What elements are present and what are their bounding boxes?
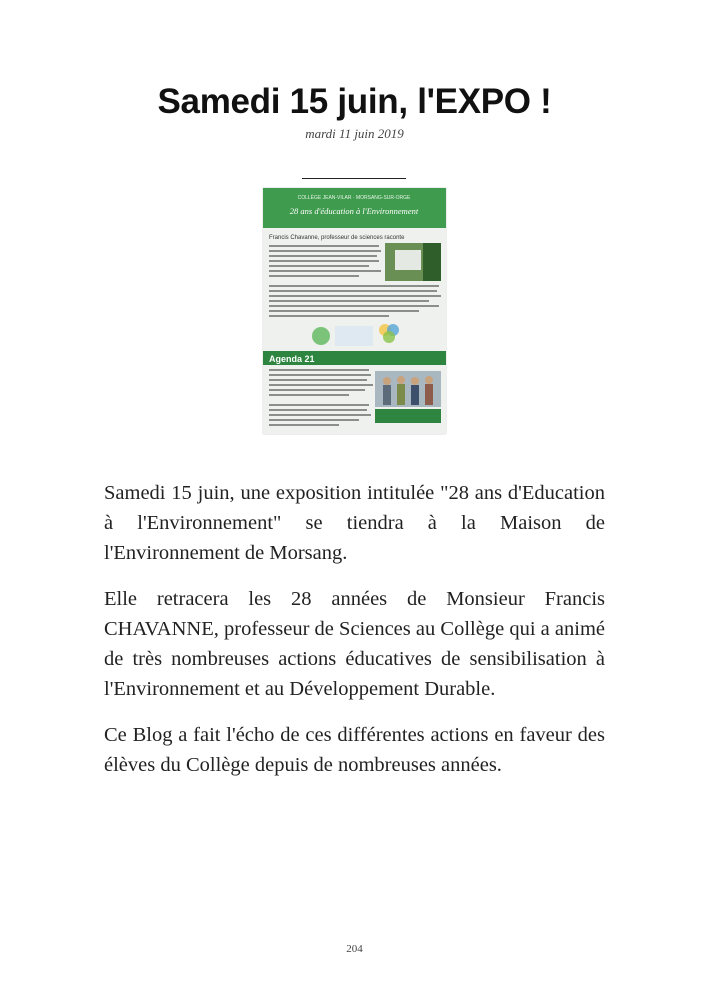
poster-header-title: 28 ans d'éducation à l'Environnement <box>289 206 419 216</box>
poster-text-block-1 <box>269 245 381 277</box>
exhibition-poster-photo <box>263 188 446 434</box>
poster-photo-caption <box>375 409 441 423</box>
poster-header-small: COLLÈGE JEAN-VILAR · MORSANG-SUR-ORGE <box>297 195 411 201</box>
page-number: 204 <box>346 943 363 955</box>
post-date: mardi 11 juin 2019 <box>305 126 404 141</box>
poster-logo-label <box>335 326 373 346</box>
page-title: Samedi 15 juin, l'EXPO ! <box>157 82 552 121</box>
article-body <box>104 478 605 796</box>
poster-logo-earth <box>312 327 330 345</box>
poster-section-title: Agenda 21 <box>269 354 315 364</box>
title-divider <box>302 178 406 179</box>
paragraph-2: Elle retracera les 28 années de Monsieur Francis CHAVANNE, professeur de Sciences au Collège qui a animé de très nombreuses actions éducatives de sensibilisation à l'Environnement et au Développement Durable. <box>104 588 605 700</box>
poster-subtitle: Francis Chavanne, professeur de sciences raconte <box>269 235 405 241</box>
poster-text-block-3 <box>269 369 373 426</box>
paragraph-1: Samedi 15 juin, une exposition intitulée "28 ans d'Education à l'Environnement" se tiendra à la Maison de l'Environnement de Morsang. <box>104 482 605 564</box>
paragraph-3: Ce Blog a fait l'écho de ces différentes actions en faveur des élèves du Collège depuis de nombreuses années. <box>104 724 605 776</box>
poster-text-block-2 <box>269 285 441 317</box>
